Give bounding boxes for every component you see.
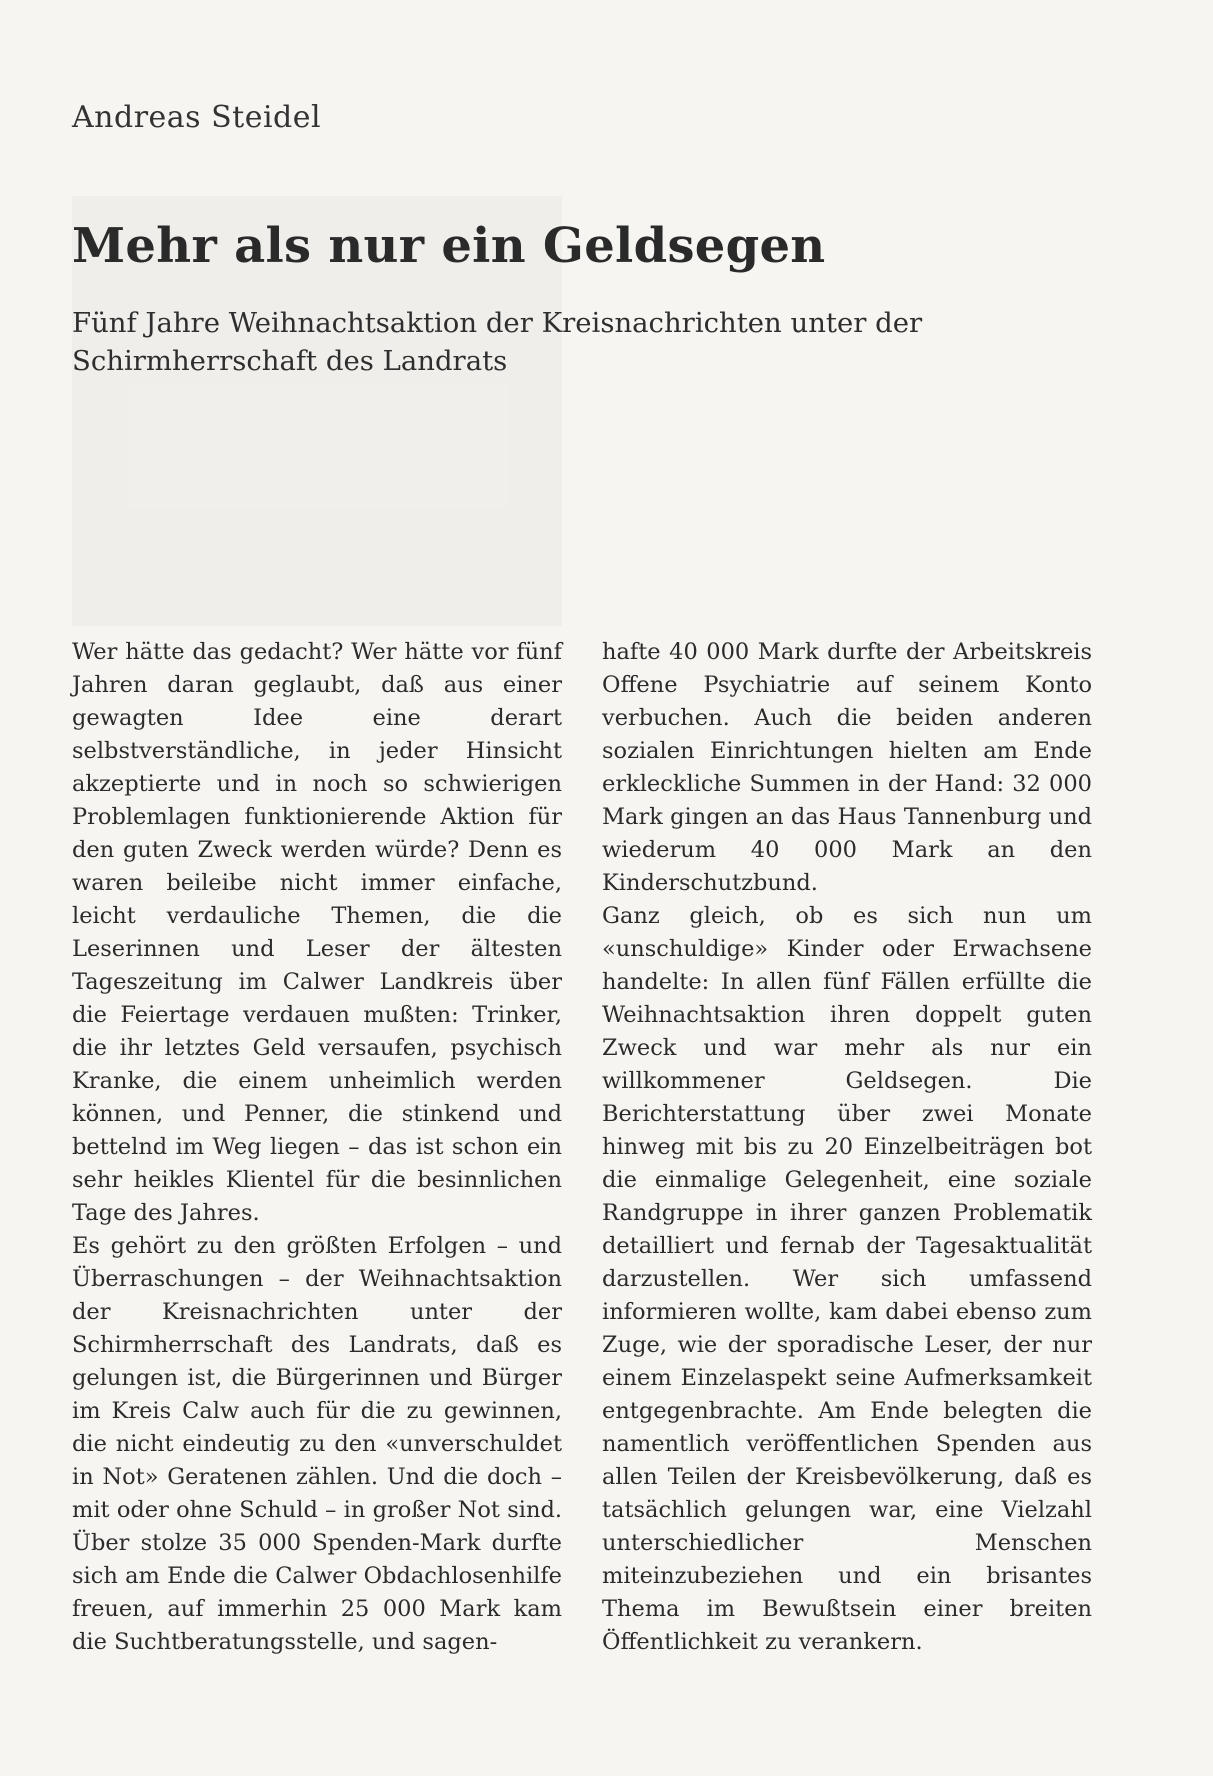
right-text-column — [602, 636, 1092, 1659]
paragraph: hafte 40 000 Mark durfte der Arbeitskreis Offene Psychiatrie auf seinem Konto verbuchen. Auch die beiden anderen sozialen Einrichtungen hielten am Ende erkleckliche Summen in der Hand: 32 000 Mark gingen an das Haus Tannenburg und wiederum 40 000 Mark an den Kinderschutzbund. — [602, 639, 1092, 896]
article-title: Mehr als nur ein Geldsegen — [72, 218, 826, 274]
author-name: Andreas Steidel — [72, 100, 322, 135]
paragraph: Ganz gleich, ob es sich nun um «unschuldige» Kinder oder Erwachsene handelte: In allen fünf Fällen erfüllte die Weihnachtsaktion ihren doppelt guten Zweck und war mehr als nur ein willkommener Geldsegen. Die Berichterstattung über zwei Monate hinweg mit bis zu 20 Einzelbeiträgen bot die einmalige Gelegenheit, eine soziale Randgruppe in ihrer ganzen Problematik detailliert und fernab der Tagesaktualität darzustellen. Wer sich umfassend informieren wollte, kam dabei ebenso zum Zuge, wie der sporadische Leser, der nur einem Einzelaspekt seine Aufmerksamkeit entgegenbrachte. Am Ende belegten die namentlich veröffentlichen Spenden aus allen Teilen der Kreisbevölkerung, daß es tatsächlich gelungen war, eine Vielzahl unterschiedlicher Menschen miteinzubeziehen und ein brisantes Thema im Bewußtsein einer breiten Öffentlichkeit zu verankern. — [602, 903, 1092, 1655]
paragraph: Wer hätte das gedacht? Wer hätte vor fünf Jahren daran geglaubt, daß aus einer gewagten Idee eine derart selbstverständliche, in jeder Hinsicht akzeptierte und in noch so schwierigen Problemlagen funktionierende Aktion für den guten Zweck werden würde? Denn es waren beileibe nicht immer einfache, leicht verdauliche Themen, die die Leserinnen und Leser der ältesten Tageszeitung im Calwer Landkreis über die Feiertage verdauen mußten: Trinker, die ihr letztes Geld versaufen, psychisch Kranke, die einem unheimlich werden können, und Penner, die stinkend und bettelnd im Weg liegen – das ist schon ein sehr heikles Klientel für die besinnlichen Tage des Jahres. — [72, 639, 562, 1226]
article-subtitle: Fünf Jahre Weihnachtsaktion der Kreisnachrichten unter der Schirmherrschaft des Landrats — [72, 307, 923, 377]
left-text-column — [72, 636, 562, 1659]
paragraph: Es gehört zu den größten Erfolgen – und Überraschungen – der Weihnachtsaktion der Kreisnachrichten unter der Schirmherrschaft des Landrats, daß es gelungen ist, die Bürgerinnen und Bürger im Kreis Calw auch für die zu gewinnen, die nicht eindeutig zu den «unverschuldet in Not» Geratenen zählen. Und die doch – mit oder ohne Schuld – in großer Not sind. Über stolze 35 000 Spenden-Mark durfte sich am Ende die Calwer Obdachlosenhilfe freuen, auf immerhin 25 000 Mark kam die Suchtberatungsstelle, und sagen- — [72, 1233, 562, 1655]
